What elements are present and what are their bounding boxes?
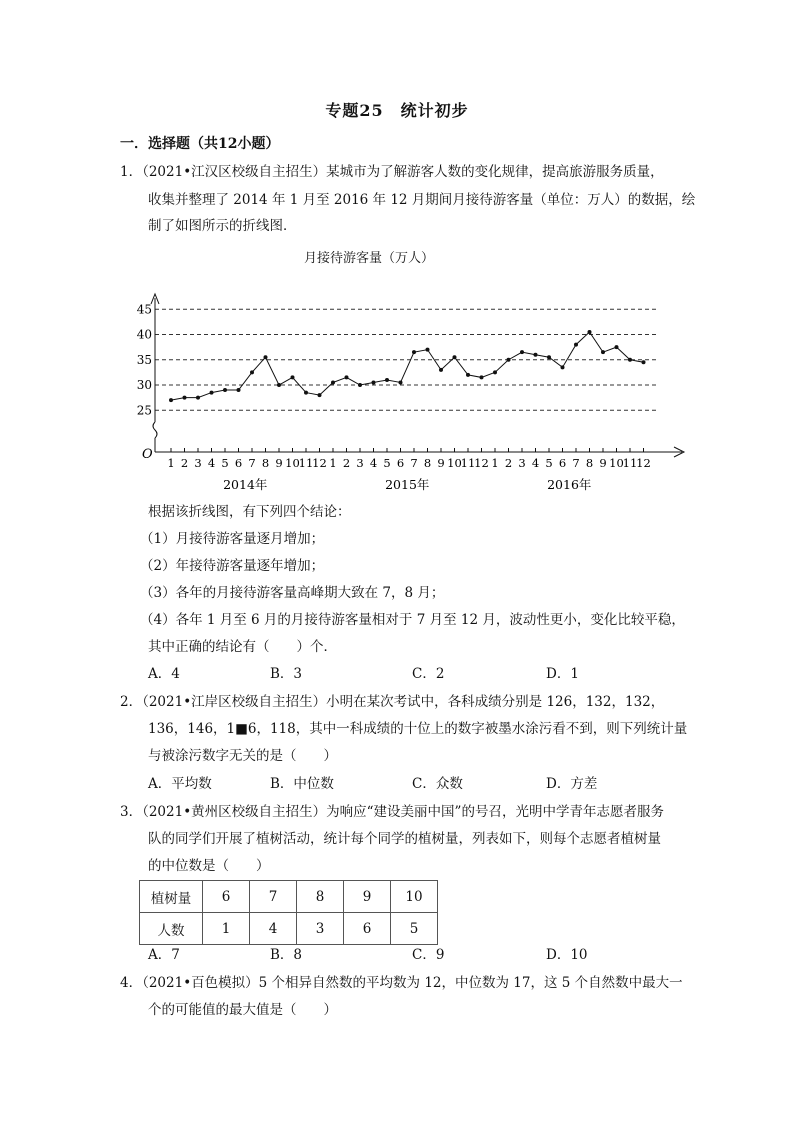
y-tick-label: 40 (136, 327, 152, 342)
table-cell: 1 (203, 913, 250, 945)
x-tick-label: 1 (491, 456, 499, 470)
x-tick-label: 5 (221, 456, 229, 470)
q2-line-1: 2．（2021•江岸区校级自主招生）小明在某次考试中，各科成绩分别是 126，132，132， (120, 694, 665, 710)
table-header-cell: 植树量 (140, 881, 203, 913)
data-point (196, 396, 200, 400)
series-line (171, 332, 644, 400)
q2-line-2: 136，146，1■6，118，其中一科成绩的十位上的数字被墨水涂污看不到，则下列统计量 (148, 721, 688, 737)
q3-option-a[interactable]: A．7 (148, 947, 180, 963)
data-point (304, 391, 308, 395)
q1-statement-2: （2）年接待游客量逐年增加； (140, 558, 325, 574)
q2-option-a[interactable]: A．平均数 (148, 776, 212, 792)
q1-option-d[interactable]: D．1 (546, 666, 579, 682)
x-tick-label: 9 (275, 456, 283, 470)
x-tick-label: 11 (298, 456, 314, 470)
origin-label: O (142, 447, 153, 462)
q1-statement-1: （1）月接待游客量逐月增加； (140, 531, 325, 547)
y-tick-label: 45 (136, 302, 152, 317)
q1-option-b[interactable]: B．3 (270, 666, 303, 682)
data-point (277, 383, 281, 387)
data-point (223, 388, 227, 392)
q1-line-3: 制了如图所示的折线图． (148, 218, 297, 234)
data-point (642, 360, 646, 364)
x-tick-label: 6 (558, 456, 567, 470)
x-tick-label: 12 (636, 456, 651, 470)
q2-option-c[interactable]: C．众数 (412, 776, 463, 792)
table-header-cell: 人数 (140, 913, 203, 945)
x-tick-label: 2 (180, 456, 189, 470)
q2-option-b[interactable]: B．中位数 (270, 776, 334, 792)
table-cell: 10 (391, 881, 438, 913)
data-point (493, 370, 497, 374)
q2-option-d[interactable]: D．方差 (546, 776, 598, 792)
chart-title: 月接待游客量（万人） (304, 251, 435, 266)
data-point (453, 355, 457, 359)
page-title: 专题25 统计初步 (325, 101, 469, 120)
q1-line-2: 收集并整理了 2014 年 1 月至 2016 年 12 月期间月接待游客量（单位：万人）的数据，绘 (148, 192, 696, 208)
q3-line-3: 的中位数是（ ） (148, 858, 270, 874)
q1-question: 其中正确的结论有（ ）个． (148, 639, 337, 655)
q4-line-2: 个的可能值的最大值是（ ） (148, 1002, 337, 1018)
table-cell: 9 (344, 881, 391, 913)
table-cell: 3 (297, 913, 344, 945)
data-point (574, 343, 578, 347)
data-point (169, 398, 173, 402)
table-cell: 6 (203, 881, 250, 913)
y-tick-label: 25 (136, 403, 152, 418)
x-tick-label: 10 (285, 456, 300, 470)
data-point (547, 355, 551, 359)
x-tick-label: 10 (447, 456, 462, 470)
axis-break-icon (153, 422, 157, 438)
table-cell: 6 (344, 913, 391, 945)
table-row (140, 881, 438, 913)
x-tick-label: 3 (356, 456, 364, 470)
data-point (439, 368, 443, 372)
q4-line-1: 4．（2021•百色模拟）5 个相异自然数的平均数为 12，中位数为 17，这 5 个自然数中最大一 (120, 975, 683, 991)
table-cell: 5 (391, 913, 438, 945)
y-tick-label: 35 (136, 352, 152, 367)
data-point (507, 358, 511, 362)
data-point (345, 375, 349, 379)
x-tick-label: 4 (369, 456, 378, 470)
x-tick-label: 1 (329, 456, 337, 470)
q3-option-c[interactable]: C．9 (412, 947, 445, 963)
x-tick-label: 5 (545, 456, 553, 470)
data-point (480, 375, 484, 379)
x-tick-label: 2 (504, 456, 513, 470)
x-tick-label: 6 (234, 456, 243, 470)
year-label: 2016年 (547, 477, 592, 492)
x-tick-label: 7 (572, 456, 580, 470)
x-tick-label: 7 (248, 456, 256, 470)
x-tick-label: 3 (194, 456, 202, 470)
x-tick-label: 12 (312, 456, 327, 470)
data-point (399, 380, 403, 384)
data-point (372, 380, 376, 384)
data-point (466, 373, 470, 377)
data-point (588, 330, 592, 334)
x-tick-label: 11 (622, 456, 638, 470)
data-point (412, 350, 416, 354)
q1-option-c[interactable]: C．2 (412, 666, 445, 682)
x-tick-label: 6 (396, 456, 405, 470)
data-point (426, 348, 430, 352)
data-point (318, 393, 322, 397)
x-tick-label: 4 (207, 456, 216, 470)
line-chart (130, 290, 700, 500)
table-cell: 7 (250, 881, 297, 913)
table-cell: 8 (297, 881, 344, 913)
data-point (264, 355, 268, 359)
data-point (601, 350, 605, 354)
q3-option-b[interactable]: B．8 (270, 947, 303, 963)
q1-line-1: 1．（2021•江汉区校级自主招生）某城市为了解游客人数的变化规律，提高旅游服务质量， (120, 164, 664, 180)
q1-option-a[interactable]: A．4 (148, 666, 180, 682)
x-tick-label: 8 (423, 456, 432, 470)
x-tick-label: 4 (531, 456, 540, 470)
q1-statement-4: （4）各年 1 月至 6 月的月接待游客量相对于 7 月至 12 月，波动性更小，变化比较平稳， (140, 612, 685, 628)
data-point (291, 375, 295, 379)
data-point (331, 380, 335, 384)
q2-line-3: 与被涂污数字无关的是（ ） (148, 748, 337, 764)
x-tick-label: 9 (437, 456, 445, 470)
data-point (183, 396, 187, 400)
data-point (534, 353, 538, 357)
data-point (615, 345, 619, 349)
q1-statement-3: （3）各年的月接待游客量高峰期大致在 7，8 月； (140, 585, 445, 601)
data-point (385, 378, 389, 382)
y-tick-label: 30 (136, 378, 152, 392)
year-label: 2014年 (223, 477, 268, 492)
planting-table (139, 880, 438, 945)
x-tick-label: 2 (342, 456, 351, 470)
q3-option-d[interactable]: D．10 (546, 947, 588, 963)
data-point (237, 388, 241, 392)
data-point (561, 365, 565, 369)
q3-line-1: 3．（2021•黄州区校级自主招生）为响应“建设美丽中国”的号召，光明中学青年志愿者服务 (120, 804, 664, 820)
x-tick-label: 8 (261, 456, 270, 470)
section-heading: 一．选择题（共12小题） (120, 136, 280, 152)
q3-line-2: 队的同学们开展了植树活动，统计每个同学的植树量，列表如下，则每个志愿者植树量 (148, 831, 661, 847)
x-tick-label: 3 (518, 456, 526, 470)
table-cell: 4 (250, 913, 297, 945)
table-row (140, 913, 438, 945)
x-tick-label: 10 (609, 456, 624, 470)
x-tick-label: 9 (599, 456, 607, 470)
data-point (520, 350, 524, 354)
x-tick-label: 7 (410, 456, 418, 470)
x-tick-label: 1 (167, 456, 175, 470)
x-tick-label: 8 (585, 456, 594, 470)
q1-after-1: 根据该折线图，有下列四个结论： (148, 504, 351, 520)
data-point (358, 383, 362, 387)
year-label: 2015年 (385, 477, 430, 492)
data-point (250, 370, 254, 374)
x-tick-label: 5 (383, 456, 391, 470)
x-tick-label: 12 (474, 456, 489, 470)
data-point (628, 358, 632, 362)
x-tick-label: 11 (460, 456, 476, 470)
data-point (210, 391, 214, 395)
